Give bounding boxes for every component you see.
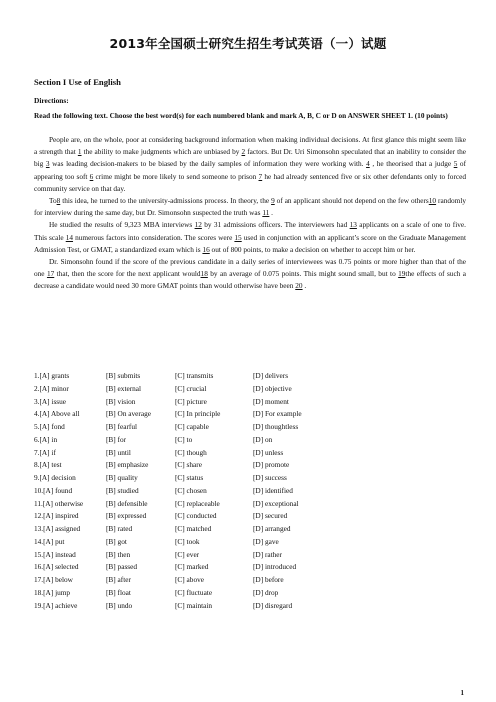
option-a: 5.[A] fond — [34, 422, 65, 431]
option-a: 7.[A] if — [34, 447, 56, 457]
option-d: [D] unless — [253, 447, 284, 457]
option-b: [B] after — [106, 575, 131, 584]
option-row — [34, 600, 434, 613]
option-b: [B] vision — [106, 396, 136, 406]
option-c: [C] ever — [175, 549, 200, 559]
option-b: [B] undo — [106, 600, 133, 610]
option-a: 18.[A] jump — [34, 587, 71, 597]
option-a: 4.[A] Above all — [34, 409, 80, 419]
option-c: [C] conducted — [175, 511, 217, 521]
option-row — [34, 561, 434, 574]
option-c: [C] status — [175, 473, 204, 482]
option-a: 12.[A] inspired — [34, 511, 79, 521]
option-row — [34, 549, 434, 562]
option-c: [C] above — [175, 575, 204, 584]
option-c: [C] chosen — [175, 485, 207, 495]
section-heading: Section I Use of English — [34, 77, 121, 87]
option-a: 14.[A] put — [34, 536, 65, 546]
blank-11: 11 — [262, 208, 270, 218]
paragraph-2: To8 this idea, he turned to the university-admissions process. In theory, the 9 of an applicant should not depend on the few others10 randomly for interview during the same day, but Dr. Simonsohn suspected the truth was 11 . — [34, 196, 466, 218]
option-d: [D] secured — [253, 511, 288, 521]
option-b: [B] for — [106, 434, 127, 444]
instructions: Read the following text. Choose the best word(s) for each numbered blank and mark A, B, C or D on ANSWER SHEET 1. (10 points) — [34, 111, 448, 120]
option-c: [C] capable — [175, 422, 209, 431]
option-a: 13.[A] assigned — [34, 524, 81, 533]
option-d: [D] before — [253, 575, 284, 584]
blank-6: 6 — [89, 171, 94, 181]
option-d: [D] gave — [253, 536, 279, 546]
option-row — [34, 536, 434, 549]
option-b: [B] rated — [106, 524, 133, 533]
option-row — [34, 447, 434, 460]
option-b: [B] defensible — [106, 498, 148, 508]
option-c: [C] fluctuate — [175, 587, 213, 597]
blank-3: 3 — [45, 159, 50, 169]
option-c: [C] replaceable — [175, 498, 220, 508]
blank-12: 12 — [194, 220, 202, 230]
option-a: 10.[A] found — [34, 485, 73, 495]
option-a: 19.[A] achieve — [34, 600, 78, 610]
option-d: [D] introduced — [253, 562, 297, 572]
option-a: 6.[A] in — [34, 434, 58, 444]
option-row — [34, 383, 434, 396]
option-row — [34, 459, 434, 472]
option-d: [D] on — [253, 434, 273, 444]
blank-4: 4 — [366, 159, 370, 169]
blank-1: 1 — [77, 147, 82, 157]
option-d: [D] rather — [253, 549, 282, 559]
option-row — [34, 485, 434, 498]
blank-2: 2 — [241, 147, 246, 157]
option-c: [C] maintain — [175, 600, 213, 610]
option-row — [34, 396, 434, 409]
option-row — [34, 370, 434, 383]
paragraph-4: Dr. Simonsohn found if the score of the previous candidate in a daily series of interviewees was 0.75 points or more higher than that of the one 17 that, then the score for the next applicant would18 by an average of 0.075 points. This might sound small, but to 19the effects of such a decrease a candidate would need 30 more GMAT points than would otherwise have been 20 . — [34, 257, 466, 291]
option-row — [34, 498, 434, 511]
option-b: [B] got — [106, 536, 127, 546]
blank-17: 17 — [46, 269, 55, 279]
option-c: [C] share — [175, 460, 202, 470]
option-d: [D] success — [253, 473, 287, 482]
option-d: [D] For example — [253, 409, 302, 419]
page-title: 2013年全国硕士研究生招生考试英语（一）试题 — [109, 36, 387, 51]
blank-7: 7 — [258, 171, 263, 181]
option-b: [B] quality — [106, 473, 138, 482]
option-row — [34, 574, 434, 587]
blank-18: 18 — [200, 269, 208, 279]
blank-9: 9 — [271, 196, 275, 206]
paragraph-3: He studied the results of 9,323 MBA interviews 12 by 31 admissions officers. The interviewers had 13 applicants on a scale of one to five. This scale 14 numerous factors into consideration. The scores were 15 used in conjunction with an applicant’s score on the Graduate Management Admission Test, or GMAT, a standardized exam which is 16 out of 800 points, to make a decision on whether to accept him or her. — [34, 220, 466, 254]
option-d: [D] exceptional — [253, 498, 299, 508]
blank-20: 20 — [295, 281, 303, 291]
option-row — [34, 421, 434, 434]
option-b: [B] then — [106, 549, 131, 559]
option-c: [C] matched — [175, 524, 212, 533]
option-b: [B] float — [106, 587, 131, 597]
option-c: [C] transmits — [175, 371, 214, 380]
option-b: [B] until — [106, 447, 131, 457]
option-b: [B] emphasize — [106, 460, 149, 470]
option-d: [D] drop — [253, 587, 279, 597]
option-c: [C] marked — [175, 562, 209, 572]
option-row — [34, 472, 434, 485]
option-b: [B] expressed — [106, 511, 147, 521]
option-row — [34, 434, 434, 447]
option-a: 16.[A] selected — [34, 562, 79, 572]
blank-10: 10 — [428, 196, 437, 206]
option-b: [B] studied — [106, 485, 139, 495]
option-a: 17.[A] below — [34, 575, 73, 584]
option-d: [D] delivers — [253, 371, 289, 380]
option-row — [34, 587, 434, 600]
blank-19: 19 — [398, 269, 406, 279]
option-c: [C] took — [175, 536, 200, 546]
passage — [34, 134, 466, 293]
option-b: [B] external — [106, 383, 142, 393]
option-d: [D] promote — [253, 460, 290, 470]
option-row — [34, 408, 434, 421]
option-a: 15.[A] instead — [34, 549, 76, 559]
blank-8: 8 — [56, 196, 61, 206]
option-d: [D] disregard — [253, 600, 293, 610]
option-a: 8.[A] test — [34, 460, 62, 470]
option-c: [C] picture — [175, 396, 207, 406]
option-a: 3.[A] issue — [34, 396, 67, 406]
option-a: 1.[A] grants — [34, 371, 70, 380]
option-b: [B] On average — [106, 409, 151, 419]
directions-label: Directions: — [34, 96, 69, 105]
option-a: 2.[A] minor — [34, 383, 69, 393]
blank-15: 15 — [234, 232, 242, 242]
option-d: [D] objective — [253, 383, 292, 393]
option-c: [C] to — [175, 434, 193, 444]
blank-14: 14 — [65, 232, 74, 242]
option-a: 11.[A] otherwise — [34, 498, 84, 508]
options-list — [34, 370, 434, 612]
option-row — [34, 523, 434, 536]
blank-16: 16 — [202, 244, 210, 254]
option-b: [B] fearful — [106, 422, 137, 431]
page-number: 1 — [460, 689, 464, 697]
option-c: [C] crucial — [175, 383, 207, 393]
blank-13: 13 — [349, 220, 357, 230]
option-c: [C] In principle — [175, 409, 221, 419]
option-row — [34, 510, 434, 523]
paragraph-1: People are, on the whole, poor at considering background information when making individual decisions. At first glance this might seem like a strength that 1 the ability to make judgments which are unbiased by 2 factors. But Dr. Uri Simonsohn speculated that an inability to consider the big 3 was leading decision-makers to be biased by the daily samples of information they were working with. 4 , he theorised that a judge 5 of appearing too soft 6 crime might be more likely to send someone to prison 7 he had already sentenced five or six other defendants only to forced community service on that day. — [34, 135, 467, 193]
option-c: [C] though — [175, 447, 207, 457]
option-d: [D] identified — [253, 485, 293, 495]
option-a: 9.[A] decision — [34, 473, 76, 482]
option-b: [B] submits — [106, 371, 141, 380]
option-d: [D] thoughtless — [253, 422, 299, 431]
option-d: [D] moment — [253, 396, 289, 406]
option-b: [B] passed — [106, 562, 138, 572]
blank-5: 5 — [453, 159, 458, 169]
option-d: [D] arranged — [253, 524, 291, 533]
